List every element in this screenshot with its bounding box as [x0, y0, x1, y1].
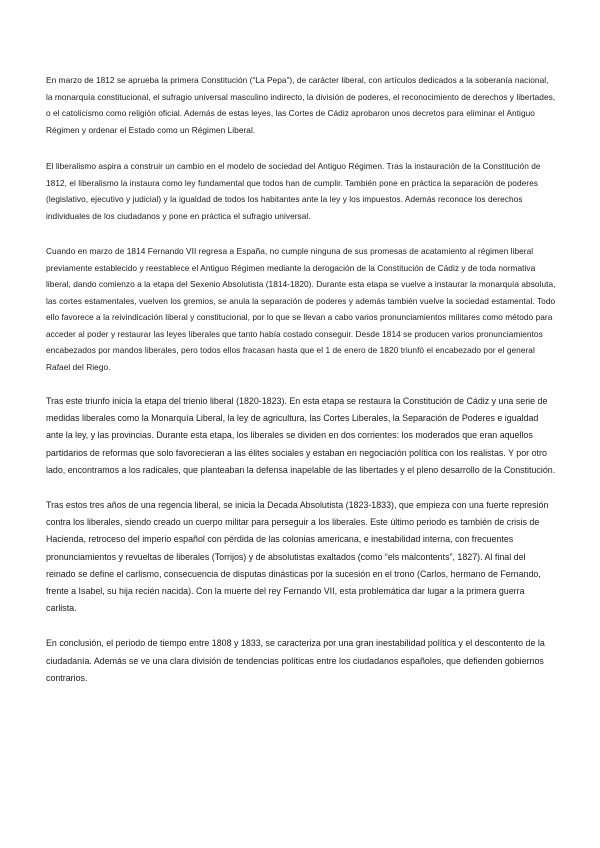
document-body: [46, 72, 556, 704]
paragraph-trienio-liberal: Tras este triunfo inicia la etapa del trienio liberal (1820-1823). En esta etapa se restaura la Constitución de Cádiz y una serie de medidas liberales como la Monarquía Liberal, la ley de agricultura, las Cortes Liberales, la Separación de Poderes e igualdad ante la ley, y las provincias. Durante esta etapa, los liberales se dividen en dos corrientes: los moderados que eran aquellos partidarios de reformas que solo favorecieran a las élites sociales y estaban en negociación política con los realistas. Y por otro lado, encontramos a los radicales, que planteaban la defensa inapelable de las libertades y el pleno desarrollo de la Constitución.: [46, 396, 556, 475]
paragraph-conclusion: En conclusión, el periodo de tiempo entre 1808 y 1833, se caracteriza por una gran inestabilidad política y el descontento de la ciudadanía. Además se ve una clara división de tendencias políticas entre los ciudadanos españoles, que defienden gobiernos contrarios.: [46, 638, 545, 683]
paragraph-constitution-1812: En marzo de 1812 se aprueba la primera Constitución (“La Pepa”), de carácter liberal, con artículos dedicados a la soberanía nacional, la monarquía constitucional, el sufragio universal masculino indirecto, la división de poderes, el reconocimiento de derechos y libertades, o el catolicismo como religión oficial. Además de estas leyes, las Cortes de Cádiz aprobaron unos decretos para eliminar el Antiguo Régimen y ordenar el Estado como un Régimen Liberal.: [46, 75, 556, 135]
paragraph-liberalism: El liberalismo aspira a construir un cambio en el modelo de sociedad del Antiguo Régimen. Tras la instauración de la Constitución de 1812, el liberalismo la instaura como ley fundamental que todos han de cumplir. También pone en práctica la separación de poderes (legislativo, ejecutivo y judicial) y la igualdad de todos los habitantes ante la ley y los impuestos. Además reconoce los derechos individuales de los ciudadanos y pone en práctica el sufragio universal.: [46, 161, 541, 221]
paragraph-sexenio-absolutista: Cuando en marzo de 1814 Fernando VII regresa a España, no cumple ninguna de sus promesas de acatamiento al régimen liberal previamente establecido y reestablece el Antiguo Régimen mediante la derogación de la Constitución de Cádiz y de toda normativa liberal, dando comienzo a la etapa del Sexenio Absolutista (1814-1820). Durante esta etapa se vuelve a instaurar la monarquía absoluta, las cortes estamentales, vuelven los gremios, se anula la separación de poderes y además también vuelve la sociedad estamental. Todo ello favorece a la reivindicación liberal y constitucional, por lo que se llevan a cabo varios pronunciamientos militares como método para acceder al poder y restaurar las leyes liberales que tanto había costado conseguir. Desde 1814 se producen varios pronunciamientos encabezados por mandos liberales, pero todos ellos fracasan hasta que el 1 de enero de 1820 triunfó el encabezado por el general Rafael del Riego.: [46, 246, 556, 372]
paragraph-decada-absolutista: Tras estos tres años de una regencia liberal, se inicia la Decada Absolutista (1823-1833), que empieza con una fuerte represión contra los liberales, siendo creado un cuerpo militar para perseguir a los liberales. Este último periodo es también de crisis de Hacienda, retroceso del imperio español con pérdida de las colonias americana, e inestabilidad interna, con frecuentes pronunciamientos y revueltas de liberales (Torrijos) y de absolutistas exaltados (como “els malcontents”, 1827). Al final del reinado se define el carlismo, consecuencia de disputas dinásticas por la sucesión en el trono (Carlos, hermano de Fernando, frente a Isabel, su hija recién nacida). Con la muerte del rey Fernando VII, esta problemática dar lugar a la primera guerra carlista.: [46, 500, 549, 614]
